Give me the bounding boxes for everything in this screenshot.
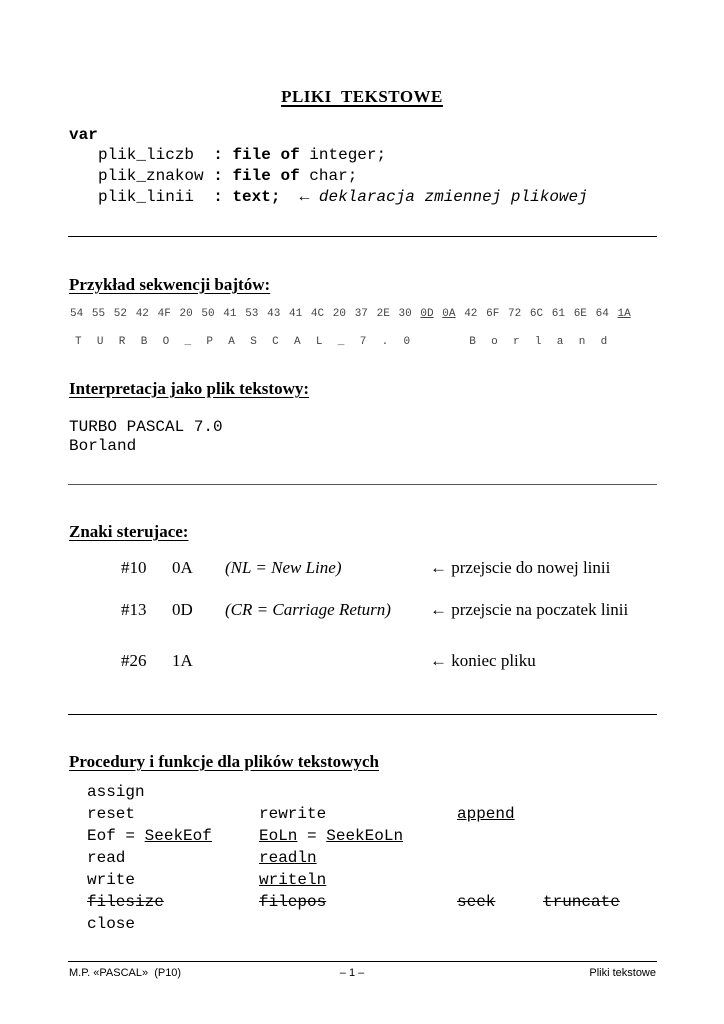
hex-byte: 43 xyxy=(267,308,281,320)
hex-byte: 53 xyxy=(245,308,259,320)
byte-char: B xyxy=(469,336,476,348)
hex-byte: 61 xyxy=(551,308,565,320)
hex-byte: 37 xyxy=(354,308,368,320)
declaration-line xyxy=(98,167,357,185)
byte-char: C xyxy=(272,336,279,348)
hex-byte: 0D xyxy=(420,308,434,320)
byte-char: 7 xyxy=(359,336,367,348)
proc-filepos: filepos xyxy=(259,893,327,911)
proc-seekeof: SeekEof xyxy=(144,827,212,845)
proc-read: read xyxy=(87,849,126,867)
control-hex: 1A xyxy=(172,651,193,670)
control-effect: ← przejscie do nowej linii xyxy=(430,558,611,577)
colon: : xyxy=(213,146,223,164)
byte-char: U xyxy=(96,336,104,348)
page-title: PLIKI TEKSTOWE xyxy=(281,87,443,106)
proc-eof: Eof xyxy=(87,827,116,845)
proc-assign: assign xyxy=(87,783,145,801)
hex-byte: 6C xyxy=(529,308,544,320)
proc-eof-row xyxy=(87,827,212,845)
interpretation-heading: Interpretacja jako plik tekstowy: xyxy=(69,379,310,398)
byte-char: O xyxy=(162,336,170,348)
type-keyword: file of xyxy=(232,146,300,164)
proc-eoln: EoLn xyxy=(259,827,298,845)
hex-byte: 20 xyxy=(179,308,193,320)
proc-readln: readln xyxy=(259,849,317,867)
type-keyword: text; xyxy=(232,188,281,206)
byte-char: A xyxy=(228,336,235,348)
hex-byte: 55 xyxy=(91,308,106,320)
byte-char: B xyxy=(140,336,148,348)
proc-close: close xyxy=(87,915,136,933)
variable-name: plik_liczb xyxy=(98,146,204,164)
control-effect: ← koniec pliku xyxy=(430,651,536,670)
proc-seekeoln: SeekEoLn xyxy=(326,827,404,845)
hex-byte: 72 xyxy=(508,308,522,320)
control-description: (NL = New Line) xyxy=(225,558,342,577)
proc-filesize: filesize xyxy=(87,893,164,911)
hex-byte: 42 xyxy=(135,308,149,320)
interpretation-line: Borland xyxy=(69,437,137,455)
control-code: #26 xyxy=(121,651,147,670)
byte-char: o xyxy=(491,336,498,348)
hex-byte: 41 xyxy=(289,308,303,320)
footer-page-number: – 1 – xyxy=(339,967,365,979)
byte-char: 0 xyxy=(403,336,411,348)
variable-name: plik_znakow xyxy=(98,167,204,185)
declaration-line xyxy=(98,188,588,206)
hex-byte: 30 xyxy=(398,308,412,320)
byte-char: T xyxy=(75,336,82,348)
hex-byte: 0A xyxy=(442,308,456,320)
hex-byte: 52 xyxy=(113,308,127,320)
variable-name: plik_linii xyxy=(98,188,204,206)
hex-byte: 50 xyxy=(201,308,215,320)
control-code: #13 xyxy=(121,600,147,619)
hex-byte: 2E xyxy=(376,308,390,320)
footer-divider xyxy=(68,961,657,962)
proc-write: write xyxy=(87,871,136,889)
bytes-heading: Przykład sekwencji bajtów: xyxy=(69,275,271,294)
proc-writeln: writeln xyxy=(259,871,327,889)
byte-char: L xyxy=(315,336,323,348)
hex-byte: 1A xyxy=(617,308,631,320)
type-name: char; xyxy=(309,167,358,185)
divider xyxy=(68,714,657,715)
divider xyxy=(68,236,657,237)
byte-char: r xyxy=(513,336,520,348)
proc-eoln-row xyxy=(259,827,403,845)
interpretation-line: TURBO PASCAL 7.0 xyxy=(69,418,223,436)
hex-byte: 6E xyxy=(573,308,587,320)
divider xyxy=(68,484,657,485)
control-description: (CR = Carriage Return) xyxy=(225,600,391,619)
var-keyword: var xyxy=(69,126,98,144)
hex-byte: 20 xyxy=(332,308,346,320)
equals-sign: = xyxy=(125,827,136,845)
byte-char: n xyxy=(578,336,586,348)
proc-truncate: truncate xyxy=(543,893,620,911)
hex-byte: 54 xyxy=(70,308,84,320)
proc-reset: reset xyxy=(87,805,136,823)
hex-byte: 4C xyxy=(310,308,325,320)
proc-rewrite: rewrite xyxy=(259,805,327,823)
byte-char: _ xyxy=(337,336,345,348)
equals-sign: = xyxy=(307,827,317,845)
hex-byte: 42 xyxy=(464,308,478,320)
byte-char: . xyxy=(381,336,389,348)
byte-char: S xyxy=(250,336,257,348)
colon: : xyxy=(213,188,223,206)
control-code: #10 xyxy=(121,558,147,577)
byte-char: d xyxy=(600,336,608,348)
byte-char: P xyxy=(206,336,213,348)
proc-seek: seek xyxy=(457,893,496,911)
control-effect: ← przejscie na poczatek linii xyxy=(430,600,629,619)
byte-char: a xyxy=(556,336,564,348)
hex-byte: 6F xyxy=(486,308,500,320)
type-keyword: file of xyxy=(232,167,300,185)
byte-char: R xyxy=(118,336,126,348)
procedures-heading: Procedury i funkcje dla plików tekstowych xyxy=(69,752,379,771)
hex-byte: 41 xyxy=(223,308,237,320)
proc-append: append xyxy=(457,805,515,823)
control-hex: 0A xyxy=(172,558,193,577)
hex-byte: 64 xyxy=(595,308,609,320)
footer-right: Pliki tekstowe xyxy=(589,967,656,979)
declaration-comment: ← deklaracja zmiennej plikowej xyxy=(299,188,588,206)
control-hex: 0D xyxy=(172,600,193,619)
footer-left: M.P. «PASCAL» (P10) xyxy=(69,967,182,979)
colon: : xyxy=(213,167,223,185)
byte-char: l xyxy=(534,336,542,348)
hex-byte: 4F xyxy=(157,308,171,320)
byte-char: _ xyxy=(184,336,192,348)
control-heading: Znaki sterujace: xyxy=(69,522,189,541)
byte-char: A xyxy=(294,336,301,348)
type-name: integer; xyxy=(309,146,387,164)
declaration-line xyxy=(98,146,386,164)
